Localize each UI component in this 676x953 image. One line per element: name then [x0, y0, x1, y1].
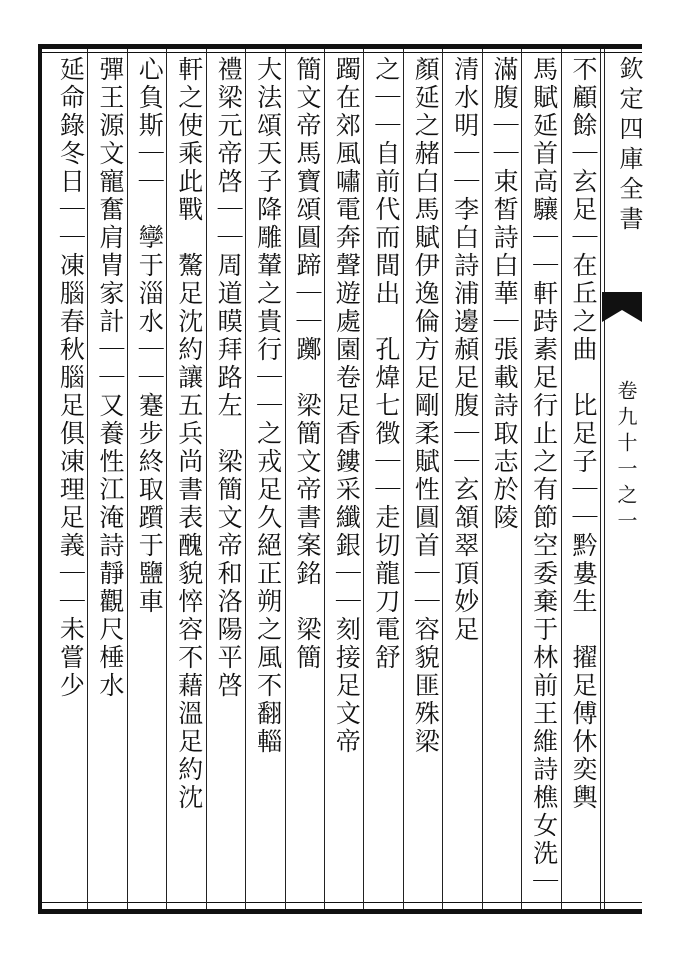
- text-column: 馬賦延首高驤｜｜軒跱素足行止之有節空委棄于林前王維詩樵女洗｜: [529, 56, 559, 896]
- text-column: 之｜｜自前代而間出 孔煒七徴｜｜走切龍刀電舒: [371, 56, 401, 672]
- column-rule: [87, 49, 88, 909]
- text-column: 清水明｜｜李白詩浦邊頳足腹｜｜玄頷翠頂妙足: [450, 56, 480, 644]
- top-rule: [42, 52, 642, 53]
- margin-rule: [604, 49, 605, 909]
- text-column: 躅在郊風嘯電奔聲遊處園卷足香鏤采纖銀｜｜刻接足文帝: [332, 56, 362, 756]
- column-rule: [206, 49, 207, 909]
- column-rule: [285, 49, 286, 909]
- text-column: 彈王源文寵奮肩胄家計｜｜又養性江淹詩靜觀尺棰水: [95, 56, 125, 700]
- book-title: 欽定四庫全書: [615, 56, 643, 236]
- column-rule: [166, 49, 167, 909]
- column-rule: [403, 49, 404, 909]
- column-rule: [482, 49, 483, 909]
- column-rule: [324, 49, 325, 909]
- column-rule: [363, 49, 364, 909]
- text-column: 軒之使乘此戰 驁足沈約讓五兵尚書表醜貌悴容不藉溫足約沈: [174, 56, 204, 812]
- text-column: 顏延之赭白馬賦伊逸倫方足剛柔賦性圓首｜｜容貌匪殊梁: [411, 56, 441, 756]
- text-column: 禮梁元帝啓｜｜周道瞙拜路左 梁簡文帝和洛陽平啓: [214, 56, 244, 700]
- text-column: 不顧餘｜玄足｜在丘之曲 比足子｜｜黔婁生 擢足傅休奕輿: [568, 56, 598, 812]
- fish-tail-mark: [602, 292, 642, 322]
- column-rule: [600, 49, 601, 909]
- column-rule: [561, 49, 562, 909]
- column-rule: [245, 49, 246, 909]
- text-column: 大法頌天子降雕輦之貴行｜｜之戎足久絕正朔之風不翻輜: [253, 56, 283, 756]
- volume-label: 卷九十一之一: [614, 380, 638, 536]
- text-column: 延命錄冬日｜｜凍腦春秋腦足俱凍理足義｜｜未嘗少: [56, 56, 86, 700]
- bottom-rule: [42, 902, 642, 903]
- text-column: 心負斯｜｜ 孿于淄水｜｜蹇步終取躓于鹽車: [135, 56, 165, 616]
- text-column: 簡文帝馬寶頌圓蹄｜｜躑 梁簡文帝書案銘 梁簡: [292, 56, 322, 672]
- column-rule: [442, 49, 443, 909]
- column-rule: [521, 49, 522, 909]
- column-rule: [127, 49, 128, 909]
- text-column: 滿腹｜｜束皙詩白華｜張載詩取志於陵: [490, 56, 520, 532]
